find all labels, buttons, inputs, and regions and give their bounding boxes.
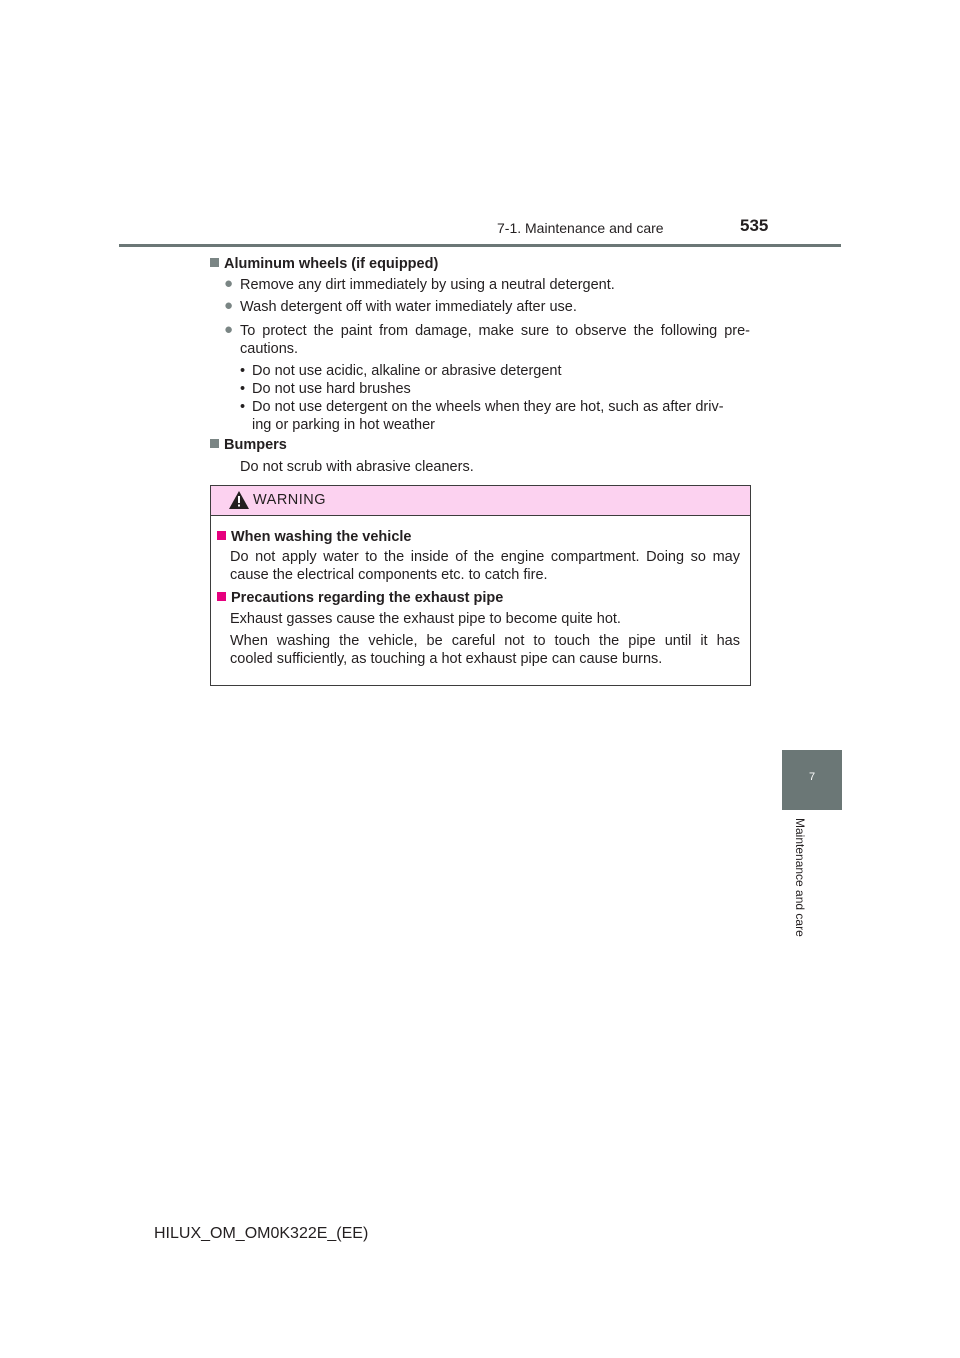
bumpers-text: Do not scrub with abrasive cleaners. — [240, 459, 474, 475]
page-number: 535 — [740, 216, 769, 235]
chapter-label: Maintenance and care — [793, 818, 807, 937]
bullet-item: Remove any dirt immediately by using a neutral detergent. — [240, 277, 615, 293]
square-bullet-icon — [217, 592, 226, 601]
warning-text-line: cause the electrical components etc. to catch fire. — [230, 567, 548, 583]
warning-text-line: When washing the vehicle, be careful not to touch the pipe until it has — [230, 633, 740, 649]
warning-triangle-icon — [229, 491, 249, 509]
warning-heading-washing: When washing the vehicle — [217, 528, 411, 546]
header-section-title: 7-1. Maintenance and care — [497, 220, 664, 236]
round-bullet-icon: ● — [224, 297, 234, 314]
warning-header — [211, 486, 750, 516]
square-bullet-icon — [217, 531, 226, 540]
square-bullet-icon — [210, 258, 219, 267]
square-bullet-icon — [210, 439, 219, 448]
round-bullet-icon: ● — [224, 321, 234, 338]
chapter-tab — [782, 750, 842, 810]
section-heading-bumpers: Bumpers — [210, 436, 287, 454]
header-divider — [119, 244, 841, 247]
section-heading-aluminum-wheels: Aluminum wheels (if equipped) — [210, 255, 438, 273]
warning-box — [210, 485, 751, 686]
warning-text-line: Do not apply water to the inside of the engine compartment. Doing so may — [230, 549, 740, 565]
round-bullet-icon: ● — [224, 275, 234, 292]
bullet-item-line: To protect the paint from damage, make sure to observe the following pre- — [240, 323, 750, 339]
chapter-number: 7 — [808, 771, 816, 783]
warning-text-line: Exhaust gasses cause the exhaust pipe to become quite hot. — [230, 611, 621, 627]
warning-title: WARNING — [253, 492, 327, 508]
warning-heading-exhaust: Precautions regarding the exhaust pipe — [217, 589, 503, 607]
footer-doc-code: HILUX_OM_OM0K322E_(EE) — [154, 1225, 369, 1242]
bullet-item-line: cautions. — [240, 341, 299, 357]
bullet-item: Wash detergent off with water immediately after use. — [240, 299, 577, 315]
warning-text-line: cooled sufficiently, as touching a hot exhaust pipe can cause burns. — [230, 651, 663, 667]
